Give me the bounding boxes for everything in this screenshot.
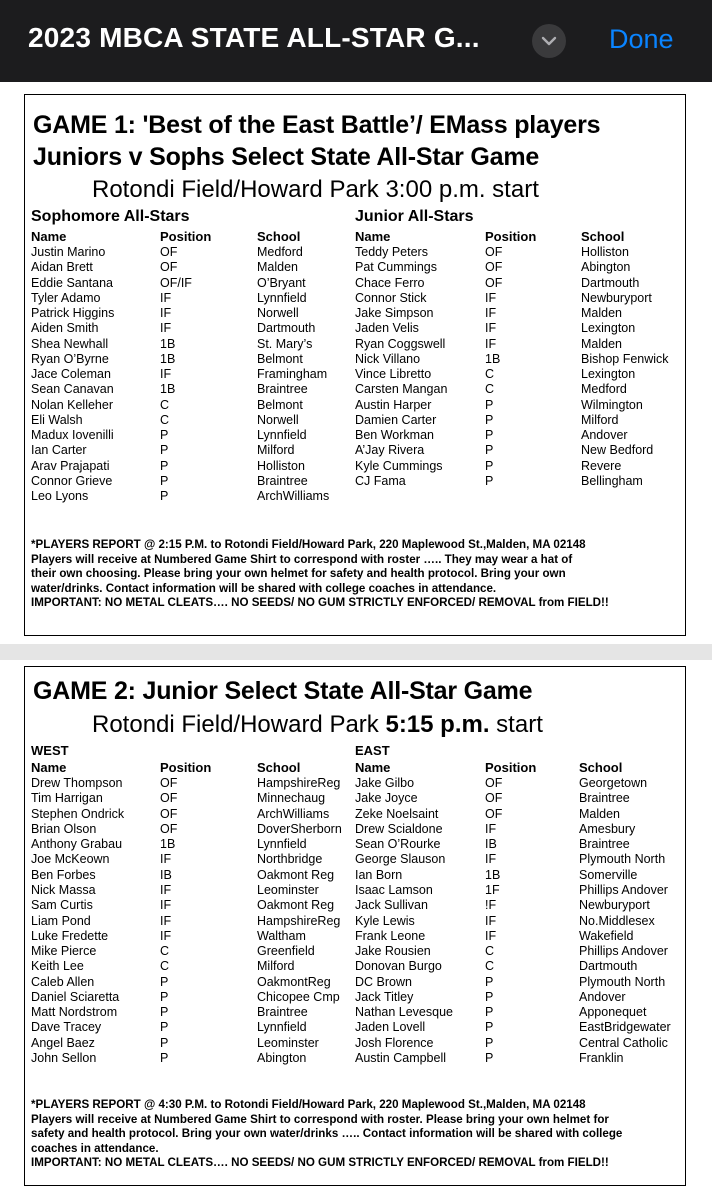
player-position: P: [160, 458, 169, 473]
player-school: Braintree: [257, 382, 308, 397]
note-line: Players will receive at Numbered Game Shirt to correspond with roster. Please bring your own helmet for: [31, 1112, 609, 1126]
player-school: Chicopee Cmp: [257, 989, 340, 1004]
game2-title: GAME 2: Junior Select State All-Star Game: [33, 677, 533, 705]
player-name: Ben Workman: [355, 428, 434, 442]
player-school: OakmontReg: [257, 974, 331, 989]
game1-left-col-school: School: [257, 229, 301, 244]
player-school: Oakmont Reg: [257, 867, 335, 882]
player-school: Malden: [581, 306, 622, 320]
player-position: P: [160, 989, 169, 1004]
player-name: Ian Born: [355, 867, 403, 882]
player-school: Plymouth North: [579, 974, 666, 989]
player-school: Leominster: [257, 882, 319, 897]
player-school: Holliston: [581, 245, 629, 259]
player-school: Lynnfield: [257, 1020, 307, 1035]
player-position: P: [160, 443, 169, 458]
player-name: DC Brown: [355, 974, 412, 989]
player-school: Framingham: [257, 367, 328, 381]
player-position: 1B: [485, 351, 501, 366]
game1-right-col-position: Position: [485, 229, 537, 244]
player-name: Damien Carter: [355, 412, 437, 427]
player-school: St. Mary’s: [257, 336, 313, 351]
player-school: Revere: [581, 458, 622, 473]
player-position: IF: [485, 928, 497, 943]
player-name: Zeke Noelsaint: [355, 806, 439, 821]
player-position: 1F: [485, 882, 500, 897]
player-position: OF: [485, 806, 503, 821]
player-name: Kyle Lewis: [355, 913, 415, 928]
player-school: Amesbury: [579, 821, 636, 836]
player-position: OF: [160, 806, 178, 821]
game2-left-col-position: Position: [160, 760, 212, 775]
player-position: OF: [160, 245, 178, 259]
player-name: John Sellon: [31, 1051, 97, 1066]
player-school: Malden: [581, 336, 622, 351]
player-name: Madux Iovenilli: [31, 428, 114, 442]
player-position: IF: [160, 898, 172, 913]
note-line: IMPORTANT: NO METAL CLEATS…. NO SEEDS/ NO GUM STRICTLY ENFORCED/ REMOVAL from FIELD!!: [31, 1156, 609, 1170]
player-position: C: [160, 944, 170, 959]
player-position: IF: [485, 913, 497, 928]
player-name: Chace Ferro: [355, 275, 425, 290]
player-name: Keith Lee: [31, 959, 84, 974]
player-position: IF: [160, 928, 172, 943]
player-position: IB: [160, 867, 172, 882]
player-name: Arav Prajapati: [31, 458, 110, 473]
player-school: ArchWilliams: [257, 489, 330, 503]
note-line: *PLAYERS REPORT @ 2:15 P.M. to Rotondi Field/Howard Park, 220 Maplewood St.,Malden, MA 02148: [31, 538, 586, 551]
player-school: Milford: [581, 412, 619, 427]
player-school: No.Middlesex: [579, 913, 655, 928]
player-name: Pat Cummings: [355, 260, 437, 275]
player-name: Connor Grieve: [31, 473, 113, 488]
player-school: Medford: [581, 382, 627, 397]
player-position: IF: [485, 821, 497, 836]
player-position: OF: [485, 275, 503, 290]
player-position: OF: [160, 821, 178, 836]
player-position: 1B: [485, 867, 501, 882]
player-name: Austin Harper: [355, 397, 432, 412]
player-position: 1B: [160, 336, 176, 351]
player-position: OF: [160, 260, 178, 275]
player-school: Northbridge: [257, 852, 323, 867]
player-name: Connor Stick: [355, 290, 427, 305]
player-name: Ryan Coggswell: [355, 336, 446, 351]
game1-title-line2: Juniors v Sophs Select State All-Star Game: [33, 143, 540, 171]
game2-left-col-name: Name: [31, 760, 67, 775]
game2-left-section-title: WEST: [31, 743, 69, 758]
player-name: Sean O’Rourke: [355, 837, 441, 852]
player-school: Wilmington: [581, 397, 643, 412]
player-school: Lynnfield: [257, 837, 307, 852]
player-position: P: [485, 428, 494, 442]
player-name: Jake Simpson: [355, 306, 434, 320]
player-name: Caleb Allen: [31, 974, 95, 989]
player-school: Lynnfield: [257, 428, 307, 442]
player-name: Aiden Smith: [31, 321, 99, 336]
game1-right-col-school: School: [581, 229, 625, 244]
player-school: Braintree: [579, 791, 630, 806]
player-name: Jack Titley: [355, 989, 414, 1004]
player-name: Anthony Grabau: [31, 837, 123, 852]
player-name: Drew Scialdone: [355, 821, 443, 836]
player-position: OF: [485, 791, 503, 806]
note-line: their own choosing. Please bring your own helmet for safety and health protocol. Bring your own: [31, 567, 566, 581]
player-school: Dartmouth: [257, 321, 316, 336]
player-position: IF: [485, 336, 497, 351]
player-position: C: [160, 397, 170, 412]
player-name: Nick Massa: [31, 882, 96, 897]
player-position: P: [485, 1005, 494, 1020]
player-school: O’Bryant: [257, 275, 306, 290]
player-position: IF: [160, 852, 172, 867]
player-name: Jake Gilbo: [355, 776, 415, 790]
player-school: HampshireReg: [257, 913, 341, 928]
player-name: Aidan Brett: [31, 260, 93, 275]
player-school: Lynnfield: [257, 290, 307, 305]
player-position: 1B: [160, 837, 176, 852]
player-name: Kyle Cummings: [355, 458, 443, 473]
player-name: CJ Fama: [355, 473, 406, 488]
player-school: HampshireReg: [257, 776, 341, 790]
note-line: IMPORTANT: NO METAL CLEATS…. NO SEEDS/ NO GUM STRICTLY ENFORCED/ REMOVAL from FIELD!!: [31, 596, 609, 610]
player-position: C: [485, 367, 495, 381]
player-position: P: [485, 397, 494, 412]
player-position: OF: [485, 260, 503, 275]
player-name: Daniel Sciaretta: [31, 989, 120, 1004]
player-school: Belmont: [257, 397, 303, 412]
player-name: George Slauson: [355, 852, 446, 867]
player-school: EastBridgewater: [579, 1020, 671, 1035]
game2-right-col-school: School: [579, 760, 623, 775]
player-name: Eli Walsh: [31, 412, 83, 427]
player-position: P: [160, 489, 169, 503]
player-school: Norwell: [257, 412, 299, 427]
player-position: OF: [160, 791, 178, 806]
player-school: Franklin: [579, 1051, 624, 1066]
player-name: Brian Olson: [31, 821, 97, 836]
player-name: Josh Florence: [355, 1035, 434, 1050]
game2-right-col-name: Name: [355, 760, 391, 775]
title-menu-button[interactable]: [532, 24, 566, 58]
player-position: P: [485, 412, 494, 427]
player-position: C: [485, 944, 495, 959]
player-name: Jack Sullivan: [355, 898, 428, 913]
player-school: Dartmouth: [579, 959, 638, 974]
player-school: Oakmont Reg: [257, 898, 335, 913]
player-name: Nolan Kelleher: [31, 397, 113, 412]
player-school: Georgetown: [579, 776, 648, 790]
player-name: Teddy Peters: [355, 245, 428, 259]
player-school: Milford: [257, 959, 295, 974]
player-name: Frank Leone: [355, 928, 426, 943]
note-line: *PLAYERS REPORT @ 4:30 P.M. to Rotondi Field/Howard Park, 220 Maplewood St.,Malden, MA 02148: [31, 1098, 586, 1111]
game1-left-col-name: Name: [31, 229, 67, 244]
player-position: P: [485, 1020, 494, 1035]
player-school: Wakefield: [579, 928, 634, 943]
player-position: !F: [485, 898, 497, 913]
player-position: IF: [160, 306, 172, 320]
player-position: 1B: [160, 351, 176, 366]
player-school: ArchWilliams: [257, 806, 330, 821]
note-line: coaches in attendance.: [31, 1141, 159, 1155]
player-name: Tyler Adamo: [31, 290, 101, 305]
player-position: P: [485, 974, 494, 989]
player-school: Somerville: [579, 867, 638, 882]
player-position: OF: [485, 245, 503, 259]
player-position: IF: [485, 321, 497, 336]
player-school: Dartmouth: [581, 275, 640, 290]
player-school: Bishop Fenwick: [581, 351, 669, 366]
player-school: Abington: [581, 260, 631, 275]
player-position: P: [160, 974, 169, 989]
game1-panel: [24, 94, 686, 636]
player-position: IB: [485, 837, 497, 852]
player-position: 1B: [160, 382, 176, 397]
player-position: P: [485, 1051, 494, 1066]
player-school: Phillips Andover: [579, 882, 668, 897]
player-position: P: [485, 1035, 494, 1050]
note-line: water/drinks. Contact information will be shared with college coaches in attendance.: [31, 581, 497, 595]
player-name: Angel Baez: [31, 1035, 95, 1050]
player-name: Jaden Velis: [355, 321, 419, 336]
player-school: Apponequet: [579, 1005, 647, 1020]
game1-right-section-title: Junior All-Stars: [355, 208, 474, 225]
player-school: Norwell: [257, 306, 299, 320]
page-separator: [0, 644, 712, 660]
player-school: Andover: [579, 989, 626, 1004]
player-position: C: [160, 959, 170, 974]
player-position: P: [485, 458, 494, 473]
player-school: Malden: [257, 260, 298, 275]
player-name: Ian Carter: [31, 443, 87, 458]
player-position: IF: [160, 367, 172, 381]
player-name: Leo Lyons: [31, 489, 89, 503]
player-name: Jaden Lovell: [355, 1020, 426, 1035]
note-line: Players will receive at Numbered Game Shirt to correspond with roster ….. They may wear a hat of: [31, 552, 573, 566]
player-name: Justin Marino: [31, 245, 106, 259]
player-name: Patrick Higgins: [31, 306, 115, 320]
player-school: Bellingham: [581, 473, 643, 488]
player-position: IF: [160, 913, 172, 928]
player-name: Ben Forbes: [31, 867, 96, 882]
player-school: Andover: [581, 428, 628, 442]
player-name: Tim Harrigan: [31, 791, 103, 806]
game1-left-section-title: Sophomore All-Stars: [31, 208, 190, 225]
player-position: P: [160, 1035, 169, 1050]
player-school: Lexington: [581, 367, 636, 381]
player-name: Carsten Mangan: [355, 382, 448, 397]
player-name: Jace Coleman: [31, 367, 111, 381]
player-position: IF: [485, 306, 497, 320]
player-name: Drew Thompson: [31, 776, 123, 790]
player-school: Holliston: [257, 458, 305, 473]
player-position: P: [485, 443, 494, 458]
player-position: OF: [485, 776, 503, 790]
player-name: A’Jay Rivera: [355, 443, 425, 458]
player-name: Jake Rousien: [355, 944, 431, 959]
game2-venue-time: 5:15 p.m.: [385, 711, 490, 738]
player-name: Sam Curtis: [31, 898, 93, 913]
game2-venue-prefix: Rotondi Field/Howard Park: [92, 711, 386, 738]
player-position: P: [160, 1005, 169, 1020]
player-school: Minnechaug: [257, 791, 326, 806]
game1-right-col-name: Name: [355, 229, 391, 244]
note-line: safety and health protocol. Bring your own water/drinks ….. Contact information will be shared with college: [31, 1127, 623, 1141]
player-position: P: [160, 1020, 169, 1035]
player-name: Liam Pond: [31, 913, 91, 928]
player-school: Abington: [257, 1051, 307, 1066]
game1-left-col-position: Position: [160, 229, 212, 244]
game2-left-col-school: School: [257, 760, 301, 775]
player-school: Newburyport: [581, 290, 652, 305]
player-position: IF: [160, 882, 172, 897]
player-name: Mike Pierce: [31, 944, 97, 959]
player-name: Stephen Ondrick: [31, 806, 125, 821]
player-school: Milford: [257, 443, 295, 458]
player-position: OF/IF: [160, 275, 192, 290]
player-school: Malden: [579, 806, 620, 821]
done-button[interactable]: Done: [609, 24, 674, 54]
player-position: C: [160, 412, 170, 427]
player-position: IF: [485, 852, 497, 867]
player-position: OF: [160, 776, 178, 790]
game1-title-line1: GAME 1: 'Best of the East Battle’/ EMass players: [33, 111, 601, 139]
player-school: Plymouth North: [579, 852, 666, 867]
chevron-down-icon: [541, 35, 557, 47]
player-position: P: [485, 989, 494, 1004]
player-position: P: [485, 473, 494, 488]
player-school: Braintree: [257, 473, 308, 488]
player-name: Austin Campbell: [355, 1051, 447, 1066]
player-name: Shea Newhall: [31, 336, 109, 351]
player-position: IF: [485, 290, 497, 305]
player-school: DoverSherborn: [257, 821, 342, 836]
player-position: P: [160, 473, 169, 488]
player-school: Newburyport: [579, 898, 650, 913]
player-school: Phillips Andover: [579, 944, 668, 959]
document-title: 2023 MBCA STATE ALL-STAR G...: [28, 22, 480, 53]
game2-venue-suffix: start: [489, 711, 543, 738]
player-name: Eddie Santana: [31, 275, 114, 290]
game1-venue: Rotondi Field/Howard Park 3:00 p.m. start: [92, 176, 539, 203]
game2-panel: [24, 666, 686, 1186]
player-school: Leominster: [257, 1035, 319, 1050]
player-name: Nathan Levesque: [355, 1005, 453, 1020]
player-school: Central Catholic: [579, 1035, 668, 1050]
game2-venue: [92, 711, 543, 739]
player-position: C: [485, 959, 495, 974]
player-school: Braintree: [579, 837, 630, 852]
game2-right-col-position: Position: [485, 760, 537, 775]
player-position: IF: [160, 290, 172, 305]
player-position: P: [160, 428, 169, 442]
player-school: Medford: [257, 245, 303, 259]
player-name: Dave Tracey: [31, 1020, 102, 1035]
player-name: Donovan Burgo: [355, 959, 442, 974]
player-position: P: [160, 1051, 169, 1066]
player-name: Ryan O’Byrne: [31, 351, 109, 366]
player-name: Sean Canavan: [31, 382, 114, 397]
player-school: New Bedford: [581, 443, 654, 458]
player-name: Isaac Lamson: [355, 882, 433, 897]
player-school: Belmont: [257, 351, 303, 366]
player-name: Joe McKeown: [31, 852, 110, 867]
player-position: IF: [160, 321, 172, 336]
game2-right-section-title: EAST: [355, 743, 390, 758]
player-school: Greenfield: [257, 944, 315, 959]
player-school: Lexington: [581, 321, 636, 336]
player-name: Matt Nordstrom: [31, 1005, 118, 1020]
player-name: Nick Villano: [355, 351, 421, 366]
player-school: Braintree: [257, 1005, 308, 1020]
player-name: Vince Libretto: [355, 367, 432, 381]
top-bar: [0, 0, 712, 82]
player-name: Jake Joyce: [355, 791, 418, 806]
player-name: Luke Fredette: [31, 928, 109, 943]
player-position: C: [485, 382, 495, 397]
player-school: Waltham: [257, 928, 306, 943]
